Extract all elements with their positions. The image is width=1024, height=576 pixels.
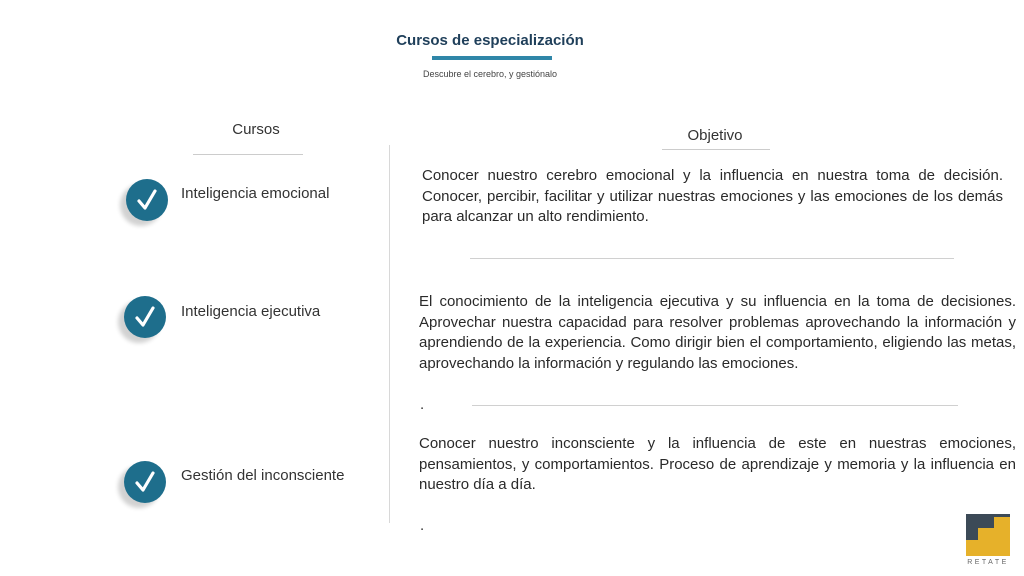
row-separator [470,258,954,259]
dot-marker: . [420,517,425,534]
row-separator [472,405,958,406]
course-name: Inteligencia ejecutiva [181,303,321,320]
course-objective: El conocimiento de la inteligencia ejecutiva y su influencia en la toma de decisiones. Aprovechar nuestra capacidad para resolver problemas aprovechando la información y aprendiendo de la experiencia. Como dirigir bien el comportamiento, eligiendo las metas, aprovechando la información y regulando las emociones. [419,293,1016,372]
courses-heading-rule [193,154,303,155]
title-underline [432,56,552,60]
course-objective: Conocer nuestro cerebro emocional y la influencia en nuestra toma de decisión. Conocer, percibir, facilitar y utilizar nuestras emociones y las emociones de los demás para alcanzar un alto rendimiento. [422,167,1003,225]
course-name: Gestión del inconsciente [181,467,345,484]
objective-heading-rule [662,149,770,150]
check-icon [124,296,166,338]
page-title: Cursos de especialización [396,32,584,49]
column-divider [389,145,390,523]
logo-text: RETATE [967,559,1009,566]
objective-heading: Objetivo [687,127,743,144]
course-objective: Conocer nuestro inconsciente y la influencia de este en nuestras emociones, pensamientos, y comportamientos. Proceso de aprendizaje y memoria y la influencia en nuestro día a día. [419,435,1016,493]
retate-logo-icon [964,514,1012,572]
check-icon [124,461,166,503]
page-subtitle: Descubre el cerebro, y gestiónalo [422,69,558,79]
course-name: Inteligencia emocional [181,185,330,202]
check-icon [126,179,168,221]
courses-heading: Cursos [232,121,280,138]
dot-marker: . [420,396,425,413]
